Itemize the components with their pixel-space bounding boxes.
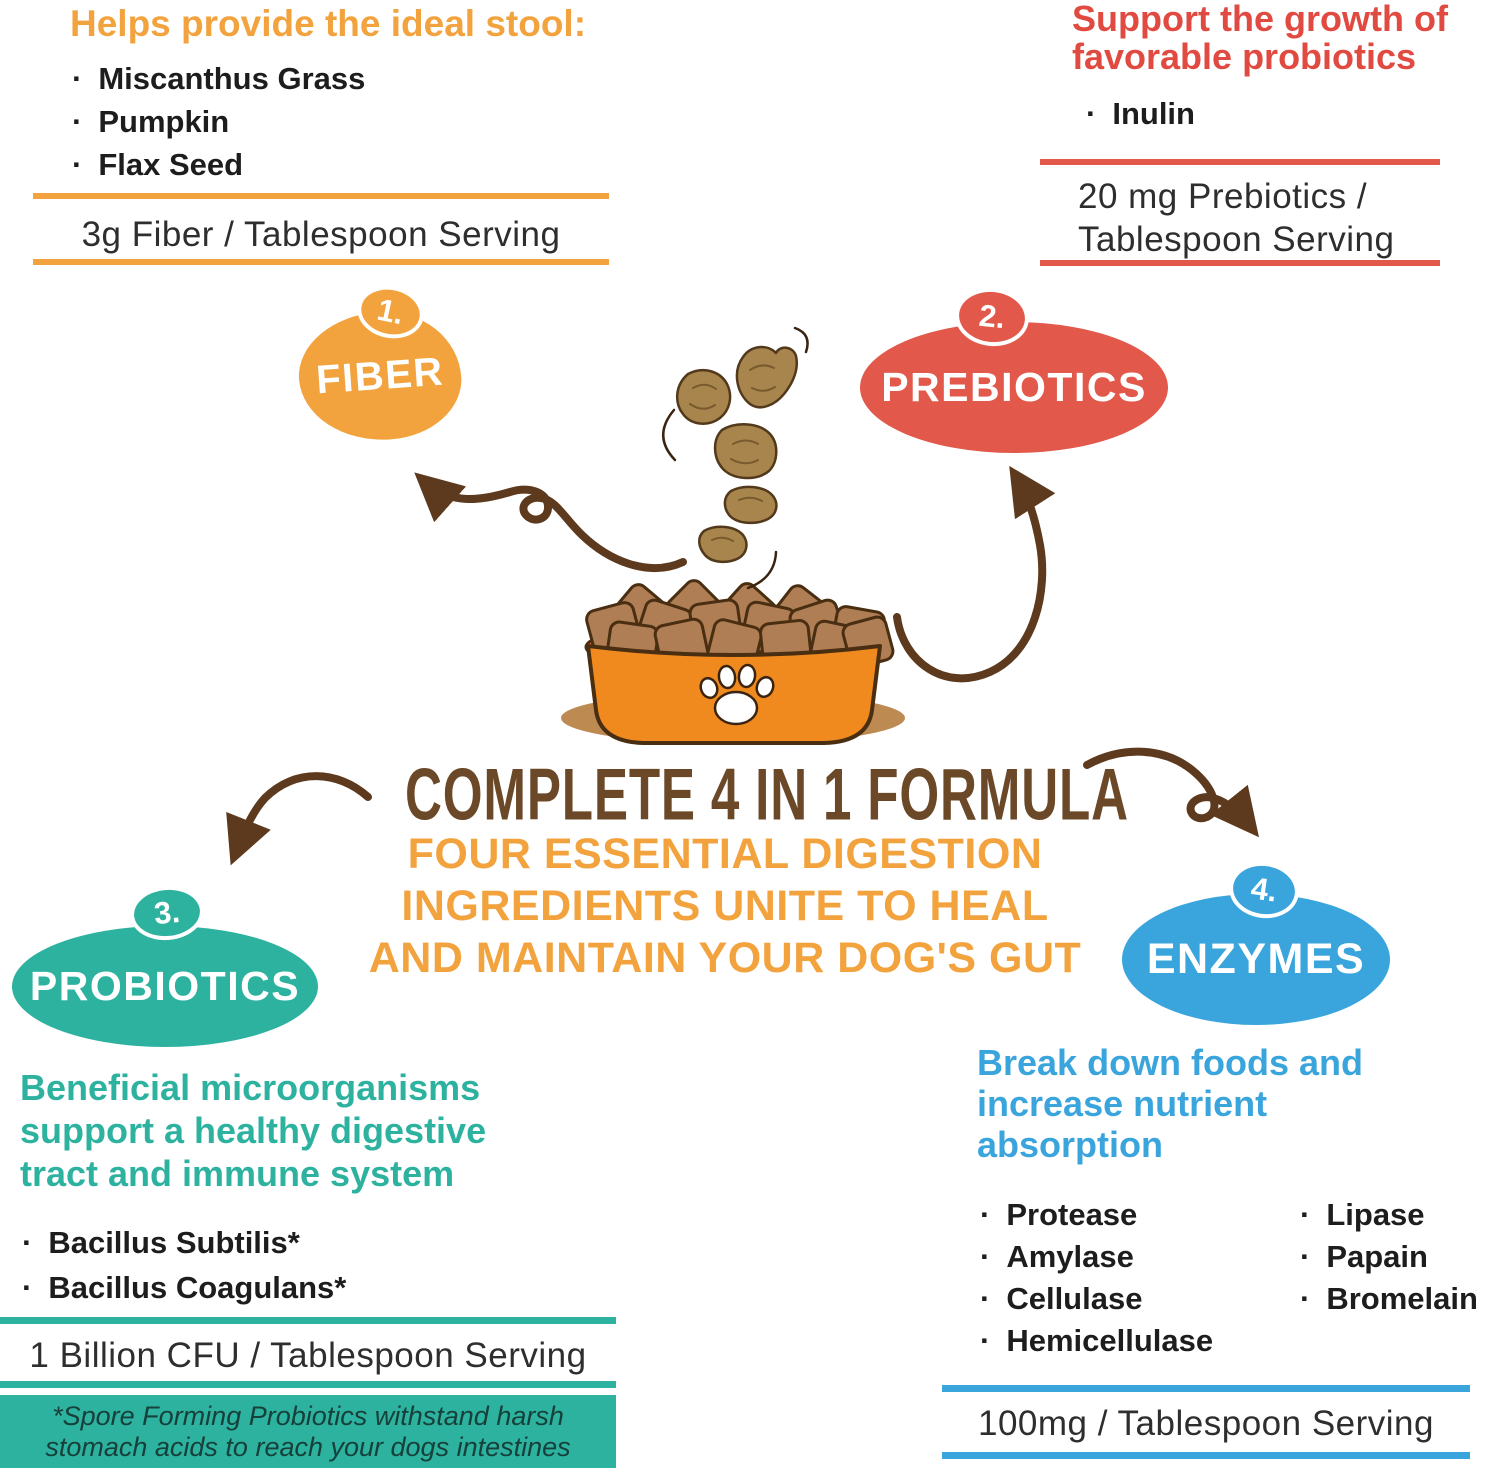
list-item: · Protease xyxy=(980,1194,1213,1236)
probiotics-serving-text: 1 Billion CFU / Tablespoon Serving xyxy=(29,1336,587,1375)
probiotics-divider-top xyxy=(0,1317,616,1324)
heading-line: increase nutrient xyxy=(977,1083,1268,1124)
heading-line: Support the growth of xyxy=(1072,0,1448,39)
footnote-line: stomach acids to reach your dogs intestines xyxy=(45,1431,571,1462)
badge-probiotics-label: PROBIOTICS xyxy=(29,963,301,1009)
list-item: · Cellulase xyxy=(980,1278,1213,1320)
list-item: · Bacillus Subtilis* xyxy=(22,1220,346,1265)
prebiotics-serving-line: Tablespoon Serving xyxy=(1078,220,1395,259)
subtitle-line: FOUR ESSENTIAL DIGESTION xyxy=(407,830,1043,878)
list-item: · Amylase xyxy=(980,1236,1213,1278)
prebiotics-divider-bottom xyxy=(1040,260,1440,266)
enzymes-divider-top xyxy=(942,1385,1470,1392)
heading-line: absorption xyxy=(977,1124,1163,1165)
badge-probiotics-number: 3. xyxy=(128,883,206,943)
formula-title-wrap xyxy=(325,752,1129,836)
enzymes-bullet-col1 xyxy=(980,1194,1213,1362)
list-item: · Flax Seed xyxy=(72,143,365,186)
prebiotics-divider-top xyxy=(1040,159,1440,165)
probiotics-benefit-heading xyxy=(20,1066,486,1195)
badge-fiber-label: FIBER xyxy=(314,349,446,402)
badge-prebiotics-number: 2. xyxy=(952,284,1032,349)
heading-line: Beneficial microorganisms xyxy=(20,1067,481,1108)
falling-kibble-icon xyxy=(677,347,797,562)
list-item: · Bromelain xyxy=(1300,1278,1478,1320)
prebiotics-heading xyxy=(1072,0,1448,76)
fiber-divider-top xyxy=(33,193,609,199)
fiber-heading: Helps provide the ideal stool: xyxy=(70,3,587,44)
arrow-to-fiber xyxy=(425,482,683,568)
heading-line: support a healthy digestive xyxy=(20,1110,487,1151)
list-item: · Pumpkin xyxy=(72,100,365,143)
badge-enzymes-label: ENZYMES xyxy=(1146,935,1366,983)
probiotics-footnote-box xyxy=(0,1395,616,1468)
list-item: · Papain xyxy=(1300,1236,1478,1278)
enzymes-divider-bottom xyxy=(942,1452,1470,1459)
list-item: · Lipase xyxy=(1300,1194,1478,1236)
prebiotics-serving-line: 20 mg Prebiotics / xyxy=(1078,177,1368,216)
list-item: · Hemicellulase xyxy=(980,1320,1213,1362)
heading-line: Break down foods and xyxy=(977,1042,1364,1083)
footnote-line: *Spore Forming Probiotics withstand harsh xyxy=(52,1400,564,1431)
probiotics-bullet-list xyxy=(22,1220,346,1310)
subtitle-line: AND MAINTAIN YOUR DOG'S GUT xyxy=(368,934,1082,982)
enzymes-benefit-heading xyxy=(977,1042,1363,1165)
badge-prebiotics xyxy=(860,322,1168,453)
prebiotics-bullet: · Inulin xyxy=(1086,92,1195,135)
probiotics-divider-bottom xyxy=(0,1381,616,1388)
badge-fiber-number: 1. xyxy=(352,280,428,345)
badge-probiotics xyxy=(12,926,318,1047)
badge-prebiotics-label: PREBIOTICS xyxy=(881,364,1147,410)
list-item: · Bacillus Coagulans* xyxy=(22,1265,346,1310)
page-title: COMPLETE 4 IN 1 FORMULA xyxy=(405,753,1129,836)
enzymes-bullet-col2 xyxy=(1300,1194,1478,1320)
arrow-to-prebiotics xyxy=(897,478,1042,678)
badge-enzymes-number: 4. xyxy=(1225,857,1302,922)
fiber-bullet-list xyxy=(72,57,365,186)
fiber-serving-text: 3g Fiber / Tablespoon Serving xyxy=(81,215,561,254)
heading-line: tract and immune system xyxy=(20,1153,455,1194)
list-item: · Miscanthus Grass xyxy=(72,57,365,100)
subtitle-line: INGREDIENTS UNITE TO HEAL xyxy=(401,882,1049,930)
formula-subtitle xyxy=(325,828,1125,984)
heading-line: favorable probiotics xyxy=(1072,36,1417,77)
enzymes-serving-text: 100mg / Tablespoon Serving xyxy=(978,1404,1434,1443)
fiber-divider-bottom xyxy=(33,259,609,265)
